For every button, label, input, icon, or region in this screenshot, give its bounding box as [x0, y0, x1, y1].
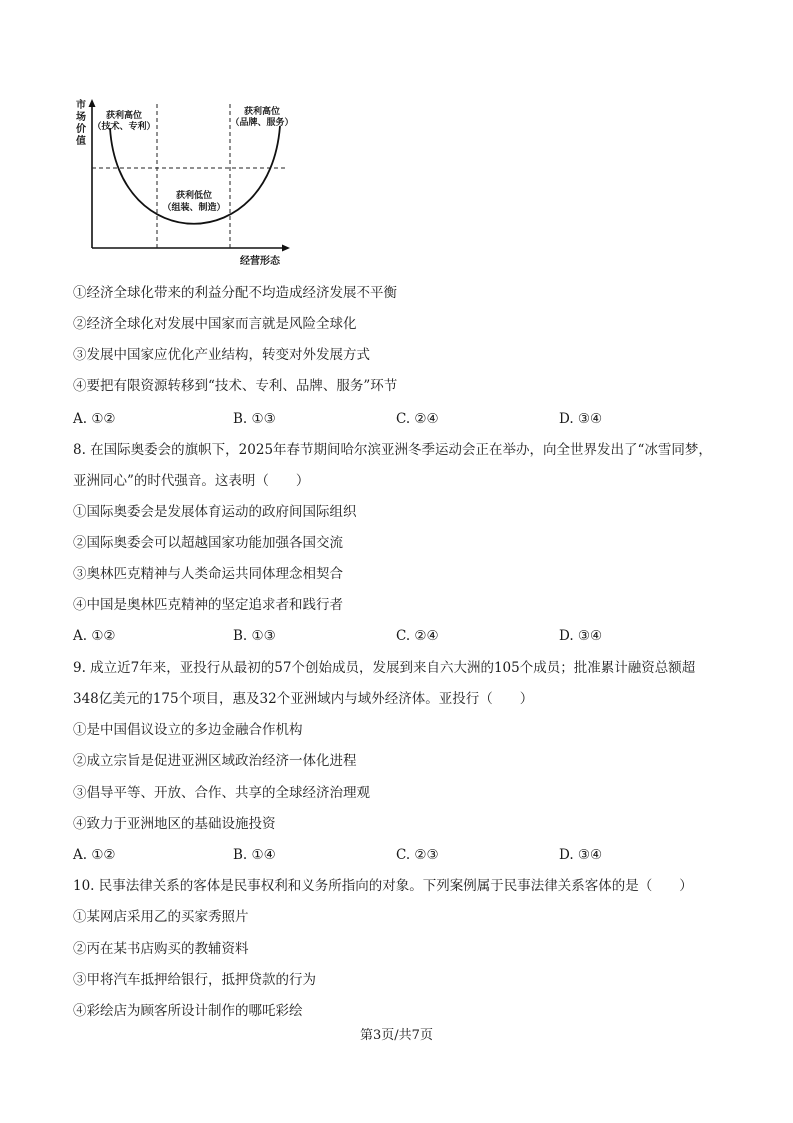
- q8-stem-line1: 8. 在国际奥委会的旗帜下，2025年春节期间哈尔滨亚洲冬季运动会正在举办，向全世界发出了“冰雪同梦，: [73, 442, 712, 458]
- q10-item-3: ③甲将汽车抵押给银行，抵押贷款的行为: [73, 972, 316, 988]
- q9-item-2: ②成立宗旨是促进亚洲区域政治经济一体化进程: [73, 753, 357, 769]
- page-footer: 第3页/共7页: [360, 1028, 433, 1043]
- q10-item-1: ①某网店采用乙的买家秀照片: [73, 909, 249, 925]
- x-axis-arrow: [282, 245, 290, 252]
- q7-option-c[interactable]: C. ②④: [396, 411, 439, 427]
- q9-option-a[interactable]: A. ①②: [73, 847, 116, 863]
- q9-stem-line1: 9. 成立近7年来，亚投行从最初的57个创始成员，发展到来自六大洲的105个成员；批准累计融资总额超: [73, 660, 696, 676]
- y-axis-label-char: 场: [76, 112, 86, 123]
- q8-option-a[interactable]: A. ①②: [73, 628, 116, 644]
- q8-item-2: ②国际奥委会可以超越国家功能加强各国交流: [73, 535, 343, 551]
- y-axis-arrow: [89, 99, 96, 107]
- q8-item-4: ④中国是奥林匹克精神的坚定追求者和践行者: [73, 597, 343, 613]
- q8-stem-line2: 亚洲同心”的时代强音。这表明（ ）: [73, 473, 310, 489]
- y-axis-label-char: 价: [76, 124, 86, 135]
- q9-item-1: ①是中国倡议设立的多边金融合作机构: [73, 722, 303, 738]
- x-axis-label: 经营形态: [240, 256, 280, 267]
- q8-option-c[interactable]: C. ②④: [396, 628, 439, 644]
- q8-item-1: ①国际奥委会是发展体育运动的政府间国际组织: [73, 504, 357, 520]
- q9-option-b[interactable]: B. ①④: [233, 847, 276, 863]
- q7-option-a[interactable]: A. ①②: [73, 411, 116, 427]
- left-peak-title: 获利高位: [105, 111, 143, 121]
- q10-item-4: ④彩绘店为顾客所设计制作的哪吒彩绘: [73, 1003, 303, 1019]
- q8-option-b[interactable]: B. ①③: [233, 628, 276, 644]
- q7-item-2: ②经济全球化对发展中国家而言就是风险全球化: [73, 316, 357, 332]
- q7-option-b[interactable]: B. ①③: [233, 411, 276, 427]
- q7-item-1: ①经济全球化带来的利益分配不均造成经济发展不平衡: [73, 285, 397, 301]
- q7-item-4: ④要把有限资源转移到“技术、专利、品牌、服务”环节: [73, 378, 398, 394]
- y-axis-label-char: 值: [76, 136, 86, 147]
- q7-option-d[interactable]: D. ③④: [559, 411, 603, 427]
- q10-stem-line1: 10. 民事法律关系的客体是民事权利和义务所指向的对象。下列案例属于民事法律关系客体的是（ ）: [73, 878, 693, 894]
- left-peak-sub: （技术、专利）: [92, 122, 156, 132]
- q9-option-d[interactable]: D. ③④: [559, 847, 603, 863]
- y-axis-label-char: 市: [76, 100, 86, 111]
- q7-item-3: ③发展中国家应优化产业结构，转变对外发展方式: [73, 347, 370, 363]
- bottom-trough-title: 获利低位: [175, 191, 213, 201]
- q8-item-3: ③奥林匹克精神与人类命运共同体理念相契合: [73, 566, 343, 582]
- q9-option-c[interactable]: C. ②③: [396, 847, 439, 863]
- right-peak-sub: （品牌、服务）: [230, 118, 294, 128]
- q9-item-3: ③倡导平等、开放、合作、共享的全球经济治理观: [73, 785, 370, 801]
- q8-option-d[interactable]: D. ③④: [559, 628, 603, 644]
- right-peak-title: 获利高位: [243, 107, 281, 117]
- q9-item-4: ④致力于亚洲地区的基础设施投资: [73, 816, 276, 832]
- q10-item-2: ②丙在某书店购买的教辅资料: [73, 941, 249, 957]
- q9-stem-line2: 348亿美元的175个项目，惠及32个亚洲域内与域外经济体。亚投行（ ）: [73, 691, 534, 707]
- smile-curve-chart: [70, 96, 310, 271]
- bottom-trough-sub: （组装、制造）: [162, 203, 226, 213]
